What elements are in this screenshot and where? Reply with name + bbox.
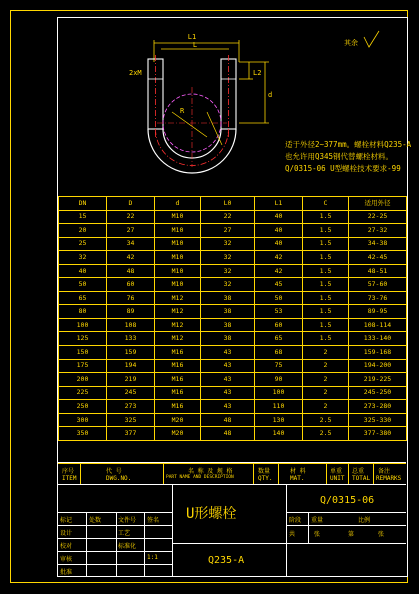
dim-label-d: d xyxy=(268,91,273,99)
table-cell: 2.5 xyxy=(303,427,349,441)
tb-label: 文件号 xyxy=(118,517,137,524)
table-cell: 75 xyxy=(255,359,303,373)
legend-sub: UNIT xyxy=(330,475,345,482)
table-cell: 159-168 xyxy=(349,346,407,360)
dim-label-l1: L1 xyxy=(187,33,197,41)
table-cell: 2 xyxy=(303,400,349,414)
table-row xyxy=(59,413,407,427)
table-row xyxy=(59,305,407,319)
table-cell: M16 xyxy=(155,359,201,373)
legend-sub: DWG.NO. xyxy=(106,475,132,482)
table-cell: 1.5 xyxy=(303,278,349,292)
table-cell: 125 xyxy=(59,332,107,346)
table-cell: 130 xyxy=(255,413,303,427)
legend-item: 单重 xyxy=(330,468,343,475)
table-cell: 32 xyxy=(59,251,107,265)
table-cell: 108 xyxy=(107,318,155,332)
table-cell: 89 xyxy=(107,305,155,319)
table-cell: 76 xyxy=(107,291,155,305)
legend-item: 数量 xyxy=(258,468,271,475)
table-cell: 140 xyxy=(255,427,303,441)
table-cell: 73-76 xyxy=(349,291,407,305)
table-row xyxy=(59,346,407,360)
legend-item: 备注 xyxy=(378,468,391,475)
table-cell: 2 xyxy=(303,386,349,400)
tb-label: 校对 xyxy=(60,543,73,550)
tb-label: 张 xyxy=(378,531,385,538)
table-cell: 2.5 xyxy=(303,413,349,427)
table-row xyxy=(59,400,407,414)
legend-sub: REMARKS xyxy=(376,475,402,482)
table-row xyxy=(59,386,407,400)
table-cell: 27-32 xyxy=(349,224,407,238)
table-cell: 22-25 xyxy=(349,210,407,224)
table-row xyxy=(59,264,407,278)
table-cell: 325-330 xyxy=(349,413,407,427)
radius-leader xyxy=(207,112,222,145)
table-row xyxy=(59,318,407,332)
table-cell: 40 xyxy=(255,237,303,251)
note-line-3: Q/0315-06 U型螺栓技术要求-99 xyxy=(285,164,401,173)
table-row xyxy=(59,278,407,292)
table-cell: 50 xyxy=(255,291,303,305)
tb-label: 审核 xyxy=(60,556,73,563)
table-cell: D xyxy=(107,197,155,211)
tb-label: 标记 xyxy=(60,517,73,524)
table-cell: 32 xyxy=(201,237,255,251)
table-cell: 225 xyxy=(59,386,107,400)
table-row xyxy=(59,291,407,305)
table-cell: 80 xyxy=(59,305,107,319)
table-cell: 1.5 xyxy=(303,291,349,305)
table-cell: 27 xyxy=(107,224,155,238)
table-cell: 43 xyxy=(201,359,255,373)
drawing-number: Q/0315-06 xyxy=(320,495,375,506)
table-cell: M16 xyxy=(155,346,201,360)
table-cell: 38 xyxy=(201,291,255,305)
table-cell: M10 xyxy=(155,237,201,251)
table-cell: 38 xyxy=(201,332,255,346)
table-cell: L0 xyxy=(201,197,255,211)
table-cell: 48-51 xyxy=(349,264,407,278)
parameter-table xyxy=(58,196,407,441)
table-cell: 219-225 xyxy=(349,373,407,387)
tb-label: 批准 xyxy=(60,569,73,576)
legend-sub: ITEM xyxy=(62,475,77,482)
table-cell: 43 xyxy=(201,373,255,387)
table-cell: 325 xyxy=(107,413,155,427)
table-cell: 300 xyxy=(59,413,107,427)
table-cell: M12 xyxy=(155,291,201,305)
table-cell: 32 xyxy=(201,278,255,292)
roughness-icon xyxy=(364,31,379,47)
dim-label-l2: L2 xyxy=(253,69,262,77)
note-line-1: 适于外径2~377mm。螺栓材料Q235-A xyxy=(285,140,412,149)
table-cell: 150 xyxy=(59,346,107,360)
table-cell: 219 xyxy=(107,373,155,387)
legend-item: 代 号 xyxy=(106,468,122,475)
table-cell: 175 xyxy=(59,359,107,373)
tb-label: 共 xyxy=(289,531,296,538)
table-cell: 43 xyxy=(201,400,255,414)
table-cell: 22 xyxy=(201,210,255,224)
table-cell: 194 xyxy=(107,359,155,373)
table-cell: 350 xyxy=(59,427,107,441)
table-cell: M10 xyxy=(155,224,201,238)
table-cell: 32 xyxy=(201,264,255,278)
table-cell: 1.5 xyxy=(303,237,349,251)
legend-sub: PART NAME AND DESCRIPTION xyxy=(166,475,234,480)
table-row xyxy=(59,224,407,238)
legend-item: 总重 xyxy=(352,468,365,475)
table-cell: 68 xyxy=(255,346,303,360)
table-row xyxy=(59,210,407,224)
table-cell: 38 xyxy=(201,305,255,319)
table-cell: 65 xyxy=(255,332,303,346)
table-cell: 273-280 xyxy=(349,400,407,414)
table-cell: 34 xyxy=(107,237,155,251)
table-cell: M16 xyxy=(155,400,201,414)
table-cell: M10 xyxy=(155,210,201,224)
table-cell: 22 xyxy=(107,210,155,224)
table-cell: 27 xyxy=(201,224,255,238)
tb-label: 处数 xyxy=(89,517,102,524)
table-cell: 1.5 xyxy=(303,332,349,346)
table-cell: 60 xyxy=(255,318,303,332)
table-cell: 377 xyxy=(107,427,155,441)
legend-item: 名 称 及 规 格 xyxy=(188,468,233,475)
table-row xyxy=(59,427,407,441)
table-cell: 100 xyxy=(255,386,303,400)
table-cell: 2 xyxy=(303,346,349,360)
table-cell: 42 xyxy=(107,251,155,265)
table-row xyxy=(59,251,407,265)
legend-item: 材 料 xyxy=(290,468,306,475)
table-cell: 48 xyxy=(201,427,255,441)
table-cell: 1.5 xyxy=(303,264,349,278)
table-cell: 1.5 xyxy=(303,210,349,224)
table-cell: M12 xyxy=(155,318,201,332)
table-cell: M12 xyxy=(155,332,201,346)
table-cell: 108-114 xyxy=(349,318,407,332)
table-header-row xyxy=(59,197,407,211)
part-material: Q235-A xyxy=(208,555,245,566)
tb-label: 设计 xyxy=(60,530,73,537)
table-cell: 159 xyxy=(107,346,155,360)
tb-label: 工艺 xyxy=(118,530,131,537)
legend-sub: QTY. xyxy=(258,475,273,482)
title-block xyxy=(58,484,406,577)
table-cell: 15 xyxy=(59,210,107,224)
parts-list-header xyxy=(58,462,406,485)
table-cell: 40 xyxy=(255,224,303,238)
table-cell: DN xyxy=(59,197,107,211)
table-cell: 57-60 xyxy=(349,278,407,292)
table-cell: d xyxy=(155,197,201,211)
table-cell: 45 xyxy=(255,278,303,292)
table-cell: 89-95 xyxy=(349,305,407,319)
table-cell: C xyxy=(303,197,349,211)
table-cell: 200 xyxy=(59,373,107,387)
table-cell: 60 xyxy=(107,278,155,292)
table-cell: 194-200 xyxy=(349,359,407,373)
table-cell: 25 xyxy=(59,237,107,251)
table-cell: 2 xyxy=(303,359,349,373)
tb-scale: 1:1 xyxy=(147,554,158,561)
tb-label: 重量 xyxy=(311,517,324,524)
tb-label: 张 xyxy=(314,531,321,538)
dim-label-l: L xyxy=(192,41,198,49)
radius-leader xyxy=(172,112,207,137)
part-name: U形螺栓 xyxy=(186,506,237,522)
tb-label: 比例 xyxy=(358,517,371,524)
table-row xyxy=(59,373,407,387)
table-cell: 100 xyxy=(59,318,107,332)
table-cell: 43 xyxy=(201,386,255,400)
table-cell: 适用外径 xyxy=(349,197,407,211)
note-line-2: 也允许用Q345钢代替螺栓材料。 xyxy=(285,152,394,161)
tb-label: 阶段 xyxy=(289,517,302,524)
table-cell: 40 xyxy=(59,264,107,278)
table-cell: M20 xyxy=(155,427,201,441)
dim-label-r: R xyxy=(180,107,185,115)
table-cell: 110 xyxy=(255,400,303,414)
table-row xyxy=(59,332,407,346)
table-cell: M10 xyxy=(155,251,201,265)
table-cell: 133-140 xyxy=(349,332,407,346)
legend-sub: MAT. xyxy=(290,475,305,482)
table-cell: M20 xyxy=(155,413,201,427)
table-cell: M10 xyxy=(155,264,201,278)
table-cell: 38 xyxy=(201,318,255,332)
tb-label: 标准化 xyxy=(118,543,137,550)
legend-item: 序号 xyxy=(62,468,75,475)
table-cell: 42 xyxy=(255,251,303,265)
table-cell: 53 xyxy=(255,305,303,319)
dim-label-thread: 2xM xyxy=(129,69,142,77)
table-cell: M12 xyxy=(155,305,201,319)
table-cell: L1 xyxy=(255,197,303,211)
table-cell: 40 xyxy=(255,210,303,224)
table-cell: 32 xyxy=(201,251,255,265)
table-cell: 65 xyxy=(59,291,107,305)
table-cell: 50 xyxy=(59,278,107,292)
table-cell: 1.5 xyxy=(303,305,349,319)
table-cell: M16 xyxy=(155,386,201,400)
table-cell: 377-380 xyxy=(349,427,407,441)
table-cell: 34-38 xyxy=(349,237,407,251)
table-cell: 48 xyxy=(201,413,255,427)
table-cell: 20 xyxy=(59,224,107,238)
table-cell: 2 xyxy=(303,373,349,387)
tb-label: 第 xyxy=(348,531,355,538)
table-cell: 90 xyxy=(255,373,303,387)
table-cell: 1.5 xyxy=(303,224,349,238)
table-cell: M10 xyxy=(155,278,201,292)
table-cell: 1.5 xyxy=(303,318,349,332)
roughness-label: 其余 xyxy=(344,39,358,47)
table-cell: 48 xyxy=(107,264,155,278)
table-cell: 273 xyxy=(107,400,155,414)
legend-sub: TOTAL xyxy=(352,475,371,482)
tb-label: 签名 xyxy=(147,517,160,524)
table-row xyxy=(59,359,407,373)
table-cell: 42 xyxy=(255,264,303,278)
table-cell: 250 xyxy=(59,400,107,414)
table-cell: 245 xyxy=(107,386,155,400)
table-cell: 43 xyxy=(201,346,255,360)
table-row xyxy=(59,237,407,251)
table-cell: 133 xyxy=(107,332,155,346)
table-cell: M16 xyxy=(155,373,201,387)
table-cell: 1.5 xyxy=(303,251,349,265)
table-cell: 245-250 xyxy=(349,386,407,400)
table-cell: 42-45 xyxy=(349,251,407,265)
